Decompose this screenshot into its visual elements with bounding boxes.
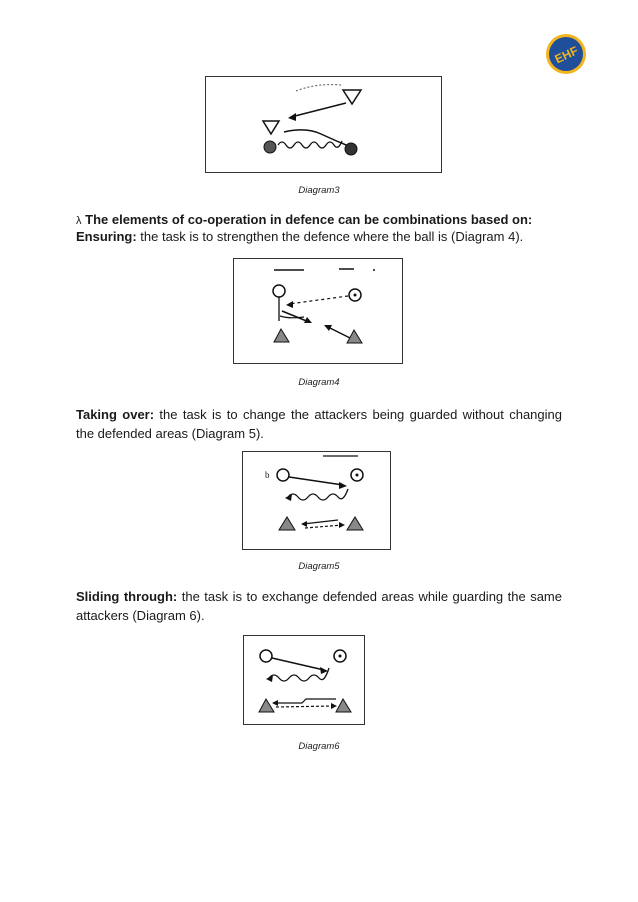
diagram-6-caption: Diagram6: [298, 741, 340, 752]
svg-text:b: b: [265, 470, 270, 480]
ehf-logo-icon: [545, 33, 587, 75]
ensuring-text: the task is to strengthen the defence where the ball is (Diagram 4).: [136, 229, 524, 244]
diagram-3-caption: Diagram3: [298, 185, 340, 196]
taking-over-paragraph: [76, 405, 562, 443]
diagram-4-caption: Diagram4: [298, 377, 340, 388]
cooperation-heading-text: The elements of co-operation in defence can be combinations based on:: [85, 212, 533, 227]
ensuring-term: Ensuring:: [76, 229, 137, 244]
diagram-3-figure: [205, 76, 442, 173]
sliding-through-paragraph: [76, 587, 562, 625]
svg-text:EHF: EHF: [552, 43, 581, 67]
diagram-4-figure: [233, 258, 403, 364]
sliding-through-term: Sliding through:: [76, 589, 178, 604]
bullet-symbol: λ: [76, 215, 82, 227]
diagram-5-caption: Diagram5: [298, 561, 340, 572]
ensuring-paragraph: [76, 227, 562, 246]
taking-over-term: Taking over:: [76, 407, 155, 422]
diagram-6-figure: [243, 635, 365, 725]
sliding-through-text: the task is to exchange defended areas while guarding the same attackers (Diagram 6).: [76, 589, 562, 623]
diagram-5-figure: [242, 451, 391, 550]
taking-over-text: the task is to change the attackers being guarded without changing the defended areas (Diagram 5).: [76, 407, 562, 441]
